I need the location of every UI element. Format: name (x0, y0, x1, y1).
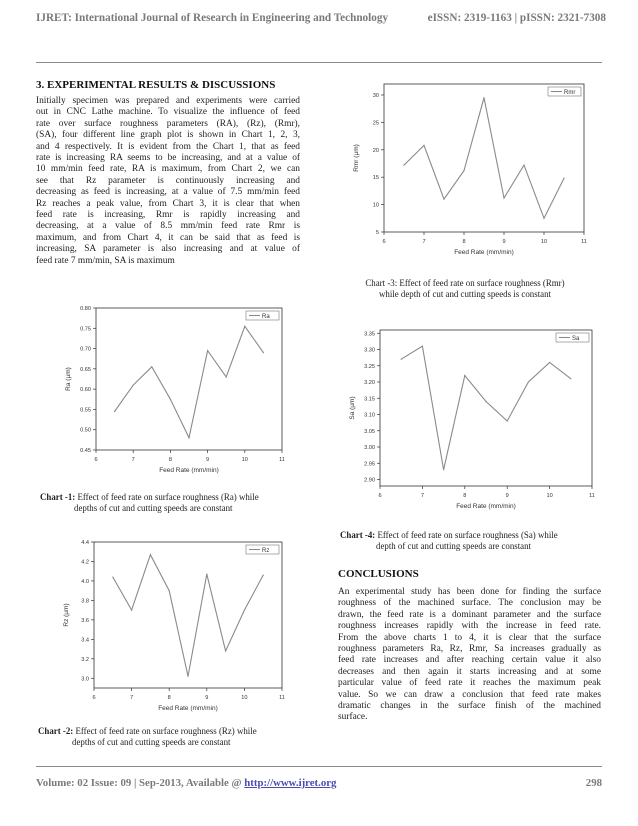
data-point (443, 199, 444, 200)
paragraph-line: rate over surface roughness parameters (RA), (Rz), (Rmr), (36, 118, 300, 129)
x-tick-label: 10 (546, 493, 553, 499)
y-tick-label: 3.10 (364, 412, 375, 419)
data-point (503, 197, 504, 198)
caption-text-2: depths of cut and cutting speeds are constant (72, 737, 231, 747)
paragraph-line: and 4 respectively. It is evident from the Chart 1, that as feed (36, 141, 300, 152)
data-point (423, 145, 424, 146)
paragraph-line: decreasing as feed is increasing, at a value of 7.5 mm/min feed (36, 187, 300, 198)
x-tick-label: 6 (92, 695, 96, 701)
issn: eISSN: 2319-1163 | pISSN: 2321-7308 (427, 12, 606, 24)
chart-sa (318, 308, 602, 520)
section-title: 3. EXPERIMENTAL RESULTS & DISCUSSIONS (36, 79, 276, 91)
paragraph-line: feed rate increases and after reaching certain value it also (338, 655, 601, 666)
paragraph-line: From the above charts 1 to 4, it is clear that the surface (338, 632, 601, 643)
y-tick-label: 5 (375, 230, 379, 236)
chart-rmr (330, 76, 600, 272)
data-point (483, 97, 484, 98)
x-tick-label: 9 (205, 695, 209, 701)
caption-text-2: depth of cut and cutting speeds are constant (376, 541, 532, 551)
paragraph-line: value. So we can draw a conclusion that feed rate makes (338, 689, 601, 700)
data-point (188, 437, 189, 438)
x-tick-label: 9 (502, 239, 506, 245)
y-axis-label: Rz (µm) (63, 603, 70, 627)
series-line (113, 555, 263, 677)
y-tick-label: 10 (372, 202, 379, 209)
y-tick-label: 2.95 (364, 461, 375, 468)
data-point (549, 362, 550, 363)
data-point (170, 399, 171, 400)
x-axis-label: Feed Rate (mm/min) (456, 503, 516, 510)
y-tick-label: 0.55 (80, 407, 91, 414)
paragraph-line: An experimental study has been done for finding the surface (338, 587, 601, 597)
y-tick-label: 0.45 (80, 448, 91, 454)
footer-volume: Volume: 02 Issue: 09 | Sep-2013, Available @ (36, 777, 245, 789)
y-tick-label: 0.50 (80, 427, 91, 434)
plot-frame (384, 84, 584, 232)
data-point (422, 346, 423, 347)
data-point (112, 576, 113, 577)
data-point (570, 378, 571, 379)
caption-text: Chart -3: Effect of feed rate on surface roughness (Rmr) (365, 278, 565, 288)
data-point (523, 165, 524, 166)
data-point (464, 375, 465, 376)
y-tick-label: 3.00 (364, 445, 375, 451)
y-tick-label: 3.6 (81, 617, 89, 624)
chart-ra (36, 296, 298, 484)
y-tick-label: 3.30 (364, 347, 375, 354)
paragraph-line: drawn, the feed rate is a dominant parameter and the surface (338, 609, 601, 620)
y-tick-label: 4.0 (81, 578, 89, 585)
conclusions-title: CONCLUSIONS (338, 568, 419, 580)
y-axis-label: Rmr (µm) (353, 144, 360, 172)
y-tick-label: 0.70 (80, 346, 91, 353)
data-point (403, 165, 404, 166)
footer-divider (36, 766, 602, 767)
y-tick-label: 3.20 (364, 380, 375, 386)
caption-text: Effect of feed rate on surface roughness (Sa) while (375, 530, 558, 540)
data-point (151, 366, 152, 367)
paragraph-line: out in CNC Lathe machine. To visualize the influence of feed (36, 107, 300, 118)
plot-frame (96, 308, 282, 450)
x-tick-label: 7 (130, 695, 134, 701)
data-point (150, 554, 151, 555)
x-tick-label: 11 (581, 239, 587, 245)
paragraph-line: dramatic changes in the surface finish of the machined (338, 701, 601, 712)
caption-label: Chart -4: (340, 530, 376, 540)
paragraph-line: see that Rz parameter is continuously increasing and (36, 175, 300, 186)
y-tick-label: 0.60 (80, 387, 91, 394)
y-tick-label: 30 (372, 92, 379, 99)
data-point (225, 650, 226, 651)
caption-chart-1 (40, 492, 302, 514)
legend-label: Ra (262, 314, 270, 320)
x-tick-label: 8 (168, 457, 172, 463)
plot-frame (94, 542, 282, 688)
y-tick-label: 3.35 (364, 331, 375, 338)
paragraph-line: feed rate is increasing, Rmr is rapidly increasing and (36, 210, 300, 221)
plot-frame (380, 330, 592, 486)
caption-text-2: while depth of cut and cutting speeds is constant (378, 289, 552, 299)
x-tick-label: 10 (241, 695, 248, 701)
data-point (507, 420, 508, 421)
x-tick-label: 10 (540, 239, 548, 245)
page-number: 298 (585, 777, 602, 789)
x-tick-label: 7 (420, 493, 424, 499)
paragraph-line: roughness increases rapidly with the increase in feed rate. (338, 621, 601, 632)
data-point (187, 676, 188, 677)
chart-svg (318, 308, 602, 520)
legend-label: Rz (262, 548, 270, 554)
paragraph-line: Initially specimen was prepared and experiments were carried (36, 96, 300, 106)
paragraph-line: decreases and then again it starts increasing and at some (338, 666, 601, 677)
paragraph-line: (SA), four different line graph plot is shown in Chart 1, 2, 3, (36, 130, 300, 141)
y-tick-label: 4.4 (81, 540, 89, 546)
data-point (207, 350, 208, 351)
paragraph-line: roughness parameters Ra, Rz, Rmr, Sa increases gradually as (338, 644, 601, 655)
paragraph-line: increasing, SA parameter is also increasing and at value of (36, 244, 300, 255)
x-tick-label: 8 (463, 493, 467, 499)
y-tick-label: 20 (372, 147, 379, 154)
data-point (443, 469, 444, 470)
caption-text: Effect of feed rate on surface roughness (Ra) while (75, 492, 259, 502)
y-tick-label: 3.05 (364, 428, 375, 435)
x-tick-label: 6 (94, 457, 98, 463)
footer-info (36, 777, 336, 789)
series-line (404, 98, 564, 219)
x-tick-label: 7 (422, 239, 426, 245)
data-point (263, 352, 264, 353)
caption-chart-3 (330, 278, 600, 300)
chart-rz (36, 528, 298, 724)
data-point (169, 590, 170, 591)
y-tick-label: 3.15 (364, 396, 375, 403)
y-tick-label: 0.75 (80, 326, 91, 333)
legend-label: Rmr (564, 90, 576, 96)
data-point (244, 610, 245, 611)
caption-text-2: depths of cut and cutting speeds are constant (74, 503, 233, 513)
data-point (401, 359, 402, 360)
data-point (206, 574, 207, 575)
caption-chart-4 (340, 530, 604, 552)
y-tick-label: 2.90 (364, 477, 375, 484)
data-point (226, 376, 227, 377)
x-tick-label: 6 (378, 493, 382, 499)
footer-link[interactable]: http://www.ijret.org (244, 777, 337, 789)
y-tick-label: 4.2 (81, 559, 89, 566)
caption-label: Chart -1: (40, 492, 76, 502)
data-point (114, 411, 115, 412)
data-point (244, 326, 245, 327)
caption-text: Effect of feed rate on surface roughness (Rz) while (73, 726, 257, 736)
data-point (263, 574, 264, 575)
series-line (115, 326, 264, 438)
paragraph-line: surface. (338, 712, 368, 723)
data-point (131, 610, 132, 611)
x-tick-label: 10 (241, 457, 248, 463)
paragraph-line: maximum, and from Chart 4, it can be said that as feed is (36, 232, 300, 243)
data-point (543, 218, 544, 219)
x-axis-label: Feed Rate (mm/min) (159, 467, 219, 474)
y-axis-label: Ra (µm) (65, 367, 72, 391)
x-tick-label: 7 (131, 457, 135, 463)
data-point (133, 384, 134, 385)
legend-label: Sa (572, 336, 580, 342)
paragraph-line: particular value of feed rate it reaches the maximum peak (338, 678, 601, 689)
y-tick-label: 3.0 (81, 676, 89, 683)
y-tick-label: 0.65 (80, 366, 91, 373)
x-axis-label: Feed Rate (mm/min) (158, 705, 218, 712)
x-tick-label: 11 (279, 695, 285, 701)
x-tick-label: 8 (462, 239, 466, 245)
data-point (485, 401, 486, 402)
y-tick-label: 0.80 (80, 306, 91, 312)
y-tick-label: 3.8 (81, 598, 89, 605)
chart-svg (36, 528, 298, 724)
x-tick-label: 11 (279, 457, 285, 463)
y-tick-label: 3.25 (364, 363, 375, 370)
data-point (463, 170, 464, 171)
paragraph-line: Rz reaches a peak value, from Chart 3, it is clear that when (36, 198, 300, 209)
chart-svg (330, 76, 600, 272)
x-tick-label: 6 (382, 239, 386, 245)
caption-label: Chart -2: (38, 726, 74, 736)
paragraph-line: 10 mm/min feed rate, RA is maximum, from Chart 2, we can (36, 164, 300, 175)
y-axis-label: Sa (µm) (349, 396, 356, 420)
header-divider (36, 62, 602, 63)
y-tick-label: 3.2 (81, 656, 89, 663)
chart-svg (36, 296, 298, 484)
x-tick-label: 9 (505, 493, 509, 499)
y-tick-label: 3.4 (81, 637, 89, 644)
y-tick-label: 15 (372, 175, 379, 182)
x-tick-label: 8 (167, 695, 171, 701)
x-tick-label: 9 (206, 457, 210, 463)
paragraph-line: rate is increasing RA seems to be increasing, and at a value of (36, 153, 300, 164)
section-body (36, 96, 300, 267)
journal-title: IJRET: International Journal of Research in Engineering and Technology (36, 12, 389, 24)
y-tick-label: 25 (372, 120, 379, 127)
data-point (528, 381, 529, 382)
x-tick-label: 11 (589, 493, 595, 499)
paragraph-line: roughness of the machined surface. The conclusion may be (338, 598, 601, 609)
paragraph-line: feed rate 7 mm/min, SA is maximum (36, 255, 175, 266)
data-point (563, 178, 564, 179)
caption-chart-2 (38, 726, 302, 748)
x-axis-label: Feed Rate (mm/min) (454, 249, 514, 256)
conclusions-body (338, 587, 601, 724)
series-line (401, 346, 571, 470)
paragraph-line: decreasing, at a value of 8.5 mm/min feed rate Rmr is (36, 221, 300, 232)
